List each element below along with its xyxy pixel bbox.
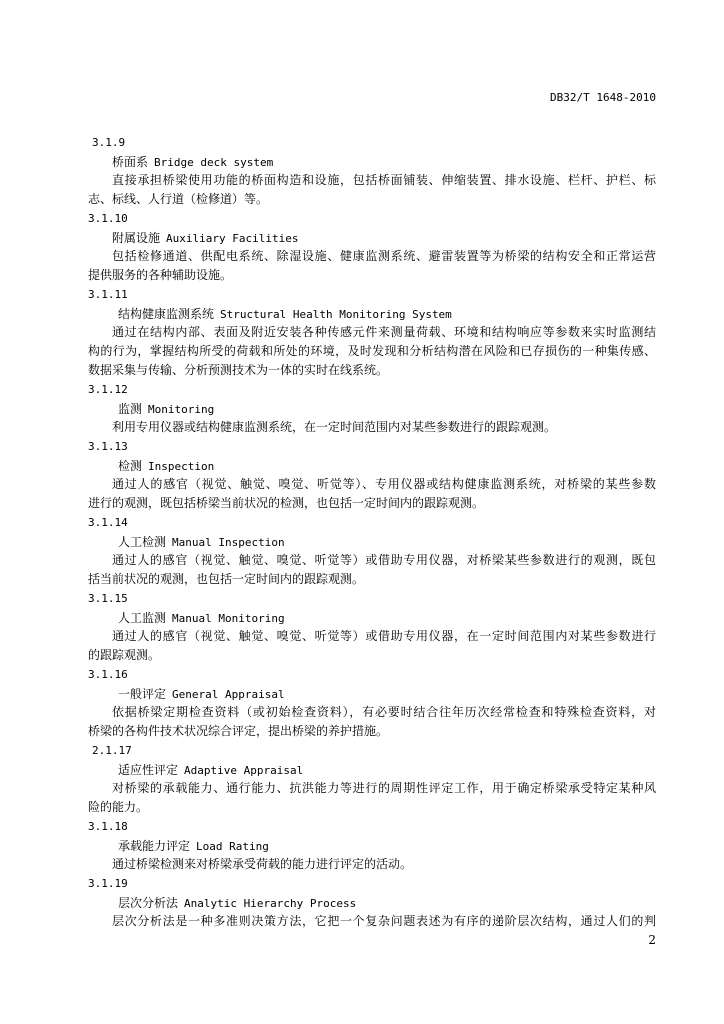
term-heading — [88, 608, 656, 627]
term-entry — [88, 380, 656, 437]
definition-line: 志、标线、人行道（检修道）等。 — [88, 192, 269, 206]
term-heading — [88, 684, 656, 703]
definition-line: 依据桥梁定期检查资料（或初始检查资料），有必要时结合往年历次经常检查和特殊检查资料，对 — [112, 705, 656, 719]
term-english: Structural Health Monitoring System — [220, 308, 452, 321]
definition-line: 直接承担桥梁使用功能的桥面构造和设施，包括桥面铺装、伸缩装置、排水设施、栏杆、护栏、标 — [112, 173, 656, 187]
term-heading — [88, 399, 656, 418]
definition-text — [88, 323, 656, 380]
term-entry — [88, 589, 656, 665]
definition-text — [88, 418, 656, 437]
clause-number: 3.1.14 — [88, 516, 128, 529]
clause-number: 3.1.19 — [88, 877, 128, 890]
term-heading — [88, 152, 656, 171]
term-chinese: 人工监测 — [118, 611, 167, 625]
definition-line: 进行的观测，既包括桥梁当前状况的检测，也包括一定时间内的跟踪观测。 — [88, 496, 485, 510]
term-chinese: 桥面系 — [112, 155, 149, 169]
term-chinese: 一般评定 — [118, 687, 167, 701]
definition-text — [88, 551, 656, 589]
definition-line: 通过在结构内部、表面及附近安装各种传感元件来测量荷载、环境和结构响应等参数来实时监测结 — [112, 325, 656, 339]
definition-line: 险的能力。 — [88, 800, 149, 814]
term-chinese: 人工检测 — [118, 535, 167, 549]
term-heading — [88, 836, 656, 855]
definitions-list — [88, 133, 656, 931]
term-english: Bridge deck system — [154, 156, 274, 169]
document-code: DB32/T 1648-2010 — [550, 91, 656, 104]
definition-text — [88, 779, 656, 817]
clause-number: 3.1.16 — [88, 668, 128, 681]
definition-line: 利用专用仪器或结构健康监测系统，在一定时间范围内对某些参数进行的跟踪观测。 — [112, 420, 557, 434]
term-english: Analytic Hierarchy Process — [184, 897, 357, 910]
term-entry — [88, 874, 656, 931]
term-chinese: 监测 — [118, 402, 143, 416]
clause-number: 3.1.11 — [88, 288, 128, 301]
term-english: Manual Inspection — [172, 536, 285, 549]
clause-number: 3.1.13 — [88, 440, 128, 453]
term-heading — [88, 532, 656, 551]
term-english: Manual Monitoring — [172, 612, 285, 625]
definition-line: 数据采集与传输、分析预测技术为一体的实时在线系统。 — [88, 363, 389, 377]
clause-number: 3.1.12 — [88, 383, 128, 396]
definition-line: 通过人的感官（视觉、触觉、嗅觉、听觉等）或借助专用仪器，在一定时间范围内对某些参数进行 — [112, 629, 656, 643]
definition-line: 提供服务的各种辅助设施。 — [88, 268, 233, 282]
definition-line: 构的行为，掌握结构所受的荷载和所处的环境，及时发现和分析结构潜在风险和已存损伤的一种集传感、 — [88, 344, 656, 358]
page-number: 2 — [648, 933, 656, 947]
term-chinese: 承载能力评定 — [118, 839, 191, 853]
term-heading — [88, 228, 656, 247]
term-english: Inspection — [148, 460, 215, 473]
term-english: Auxiliary Facilities — [166, 232, 299, 245]
term-entry — [88, 209, 656, 285]
term-english: General Appraisal — [172, 688, 285, 701]
term-english: Monitoring — [148, 403, 215, 416]
definition-text — [88, 247, 656, 285]
term-heading — [88, 760, 656, 779]
term-entry — [88, 665, 656, 741]
definition-text — [88, 703, 656, 741]
definition-text — [88, 627, 656, 665]
definition-line: 的跟踪观测。 — [88, 648, 161, 662]
definition-line: 包括检修通道、供配电系统、除湿设施、健康监测系统、避雷装置等为桥梁的结构安全和正常运营 — [112, 249, 656, 263]
term-entry — [88, 133, 656, 209]
term-chinese: 附属设施 — [112, 231, 161, 245]
term-english: Load Rating — [196, 840, 269, 853]
definition-text — [88, 855, 656, 874]
definition-text — [88, 171, 656, 209]
clause-number: 3.1.10 — [88, 212, 128, 225]
definition-line: 层次分析法是一种多准则决策方法，它把一个复杂问题表述为有序的递阶层次结构，通过人们的判 — [112, 914, 656, 928]
clause-number: 2.1.17 — [92, 744, 132, 757]
term-entry — [88, 513, 656, 589]
term-entry — [88, 817, 656, 874]
definition-line: 通过人的感官（视觉、触觉、嗅觉、听觉等）或借助专用仪器，对桥梁某些参数进行的观测，既包 — [112, 553, 656, 567]
clause-number: 3.1.18 — [88, 820, 128, 833]
definition-line: 通过人的感官（视觉、触觉、嗅觉、听觉等）、专用仪器或结构健康监测系统，对桥梁的某些参数 — [112, 477, 656, 491]
term-heading — [88, 304, 656, 323]
term-chinese: 适应性评定 — [118, 763, 179, 777]
term-heading — [88, 893, 656, 912]
term-heading — [88, 456, 656, 475]
term-chinese: 层次分析法 — [118, 896, 179, 910]
definition-line: 桥梁的各构件技术状况综合评定，提出桥梁的养护措施。 — [88, 724, 389, 738]
term-entry — [88, 437, 656, 513]
definition-line: 括当前状况的观测，也包括一定时间内的跟踪观测。 — [88, 572, 365, 586]
definition-line: 通过桥梁检测来对桥梁承受荷载的能力进行评定的活动。 — [112, 857, 413, 871]
term-entry — [88, 285, 656, 380]
term-chinese: 检测 — [118, 459, 143, 473]
term-english: Adaptive Appraisal — [184, 764, 304, 777]
definition-line: 对桥梁的承载能力、通行能力、抗洪能力等进行的周期性评定工作，用于确定桥梁承受特定某种风 — [112, 781, 656, 795]
clause-number: 3.1.15 — [88, 592, 128, 605]
term-entry — [88, 741, 656, 817]
term-chinese: 结构健康监测系统 — [118, 307, 215, 321]
definition-text — [88, 475, 656, 513]
clause-number: 3.1.9 — [92, 136, 126, 149]
definition-text — [88, 912, 656, 931]
